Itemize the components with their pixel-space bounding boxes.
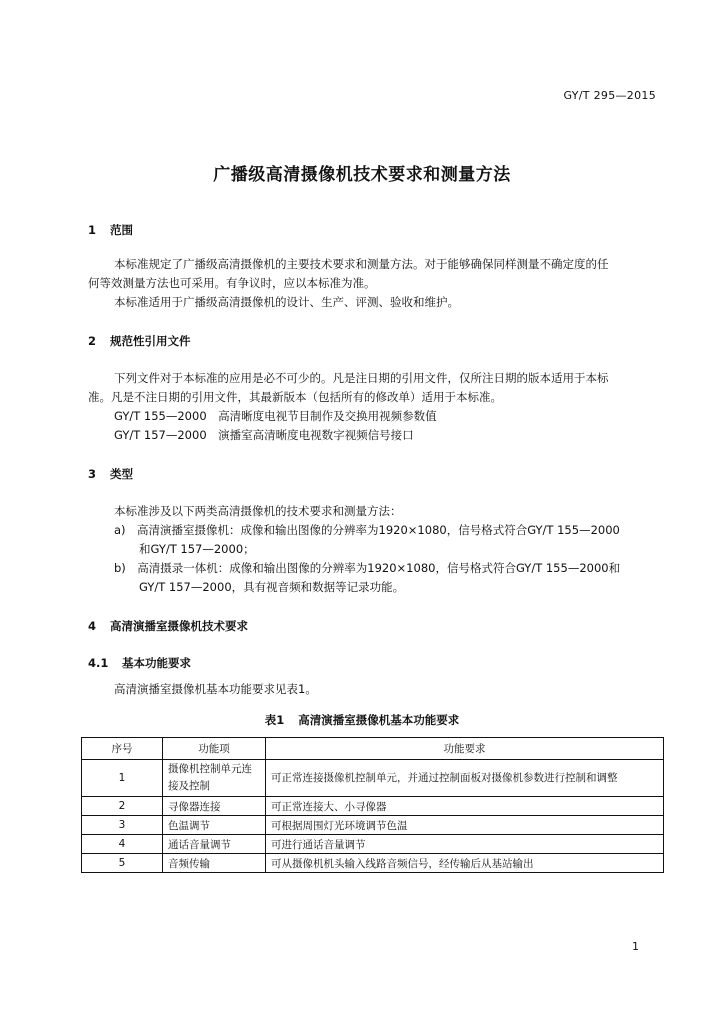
list-item-b: b) 高清摄录一体机：成像和输出图像的分辨率为1920×1080，信号格式符合GY/T 155—2000和 xyxy=(114,561,621,575)
column-header-no: 序号 xyxy=(82,738,163,760)
paragraph-line: 高清演播室摄像机基本功能要求见表1。 xyxy=(114,682,317,696)
table-caption-text: 高清演播室摄像机基本功能要求 xyxy=(298,713,460,727)
row-number: 4 xyxy=(82,835,163,854)
column-header-item: 功能项 xyxy=(163,738,266,760)
section-3-heading xyxy=(88,466,133,482)
section-title: 基本功能要求 xyxy=(122,656,192,670)
row-number: 3 xyxy=(82,816,163,835)
row-item-line: 接及控制 xyxy=(168,780,210,792)
section-4-heading xyxy=(88,618,248,634)
table-number: 表1 xyxy=(264,713,285,727)
table-row xyxy=(82,835,664,854)
table-row xyxy=(82,816,664,835)
row-item-line: 摄像机控制单元连 xyxy=(168,763,252,775)
section-1-heading xyxy=(88,222,133,238)
row-number: 2 xyxy=(82,797,163,816)
section-title: 类型 xyxy=(110,467,134,481)
table-row xyxy=(82,797,664,816)
section-title: 范围 xyxy=(110,223,134,237)
paragraph-line: 本标准规定了广播级高清摄像机的主要技术要求和测量方法。对于能够确保同样测量不确定度的任 xyxy=(114,257,609,271)
row-requirement: 可进行通话音量调节 xyxy=(266,835,664,854)
document-code: GY/T 295—2015 xyxy=(563,89,656,102)
reference-line: GY/T 155—2000 高清晰度电视节目制作及交换用视频参数值 xyxy=(114,409,437,423)
row-item xyxy=(163,760,266,797)
section-title: 高清演播室摄像机技术要求 xyxy=(110,619,249,633)
page-title: 广播级高清摄像机技术要求和测量方法 xyxy=(213,165,511,185)
paragraph-line: 准。凡是不注日期的引用文件，其最新版本（包括所有的修改单）适用于本标准。 xyxy=(88,390,502,404)
table-row xyxy=(82,854,664,873)
page-number: 1 xyxy=(632,940,639,953)
row-number: 5 xyxy=(82,854,163,873)
section-number: 2 xyxy=(88,334,97,348)
section-number: 4.1 xyxy=(88,656,109,670)
section-2-heading xyxy=(88,333,191,349)
paragraph-line: 何等效测量方法也可采用。有争议时，应以本标准为准。 xyxy=(88,276,376,290)
row-item: 寻像器连接 xyxy=(163,797,266,816)
paragraph-line: 本标准适用于广播级高清摄像机的设计、生产、评测、验收和维护。 xyxy=(114,295,459,309)
function-requirements-table xyxy=(81,737,664,873)
row-number: 1 xyxy=(82,760,163,797)
section-number: 4 xyxy=(88,619,97,633)
section-4-1-heading xyxy=(88,655,191,671)
reference-line: GY/T 157—2000 演播室高清晰度电视数字视频信号接口 xyxy=(114,428,414,442)
row-requirement: 可正常连接摄像机控制单元，并通过控制面板对摄像机参数进行控制和调整 xyxy=(266,760,664,797)
list-item-a: a) 高清演播室摄像机：成像和输出图像的分辨率为1920×1080，信号格式符合GY/T 155—2000 xyxy=(114,523,620,537)
paragraph-line: 下列文件对于本标准的应用是必不可少的。凡是注日期的引用文件，仅所注日期的版本适用于本标 xyxy=(114,371,609,385)
column-header-requirement: 功能要求 xyxy=(266,738,664,760)
row-item: 色温调节 xyxy=(163,816,266,835)
section-number: 3 xyxy=(88,467,97,481)
row-item: 通话音量调节 xyxy=(163,835,266,854)
table-caption xyxy=(0,712,724,728)
section-number: 1 xyxy=(88,223,97,237)
list-item-b-continuation: GY/T 157—2000，具有视音频和数据等记录功能。 xyxy=(139,580,405,594)
paragraph-line: 本标准涉及以下两类高清摄像机的技术要求和测量方法： xyxy=(114,504,402,518)
row-requirement: 可正常连接大、小寻像器 xyxy=(266,797,664,816)
table-row xyxy=(82,760,664,797)
table-header-row xyxy=(82,738,664,760)
section-title: 规范性引用文件 xyxy=(110,334,191,348)
list-item-a-continuation: 和GY/T 157—2000； xyxy=(139,542,255,556)
row-item: 音频传输 xyxy=(163,854,266,873)
row-requirement: 可根据周围灯光环境调节色温 xyxy=(266,816,664,835)
row-requirement: 可从摄像机机头输入线路音频信号，经传输后从基站输出 xyxy=(266,854,664,873)
